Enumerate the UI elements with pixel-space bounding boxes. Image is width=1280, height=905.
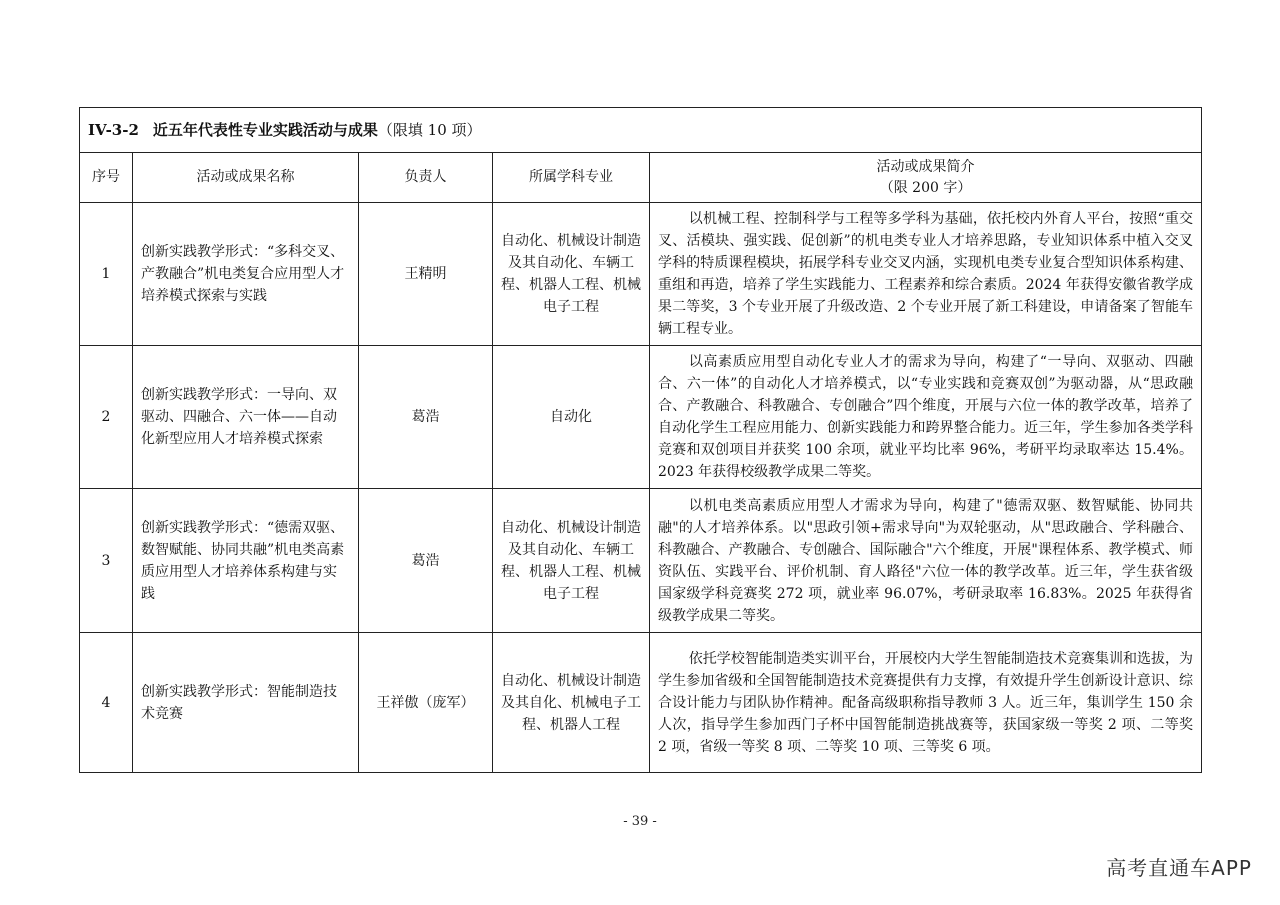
row-name: 创新实践教学形式：“多科交叉、产教融合”机电类复合应用型人才培养模式探索与实践: [133, 203, 359, 346]
row-lead: 葛浩: [359, 346, 493, 489]
row-name: 创新实践教学形式：智能制造技术竞赛: [133, 633, 359, 773]
row-desc-text: 依托学校智能制造类实训平台，开展校内大学生智能制造技术竞赛集训和选拔，为学生参加省级和全国智能制造技术竞赛提供有力支撑，有效提升学生创新设计意识、综合设计能力与团队协作精神。配备高级职称指导教师 3 人。近三年，集训学生 150 余人次，指导学生参加西门子杯中国智能制造挑战赛等，获国家级一等奖 2 项、二等奖 2 项，省级一等奖 8 项、二等奖 10 项、三等奖 6 项。: [658, 650, 1194, 755]
row-major: 自动化、机械设计制造及其自化、机械电子工程、机器人工程: [493, 633, 650, 773]
row-major: 自动化、机械设计制造及其自动化、车辆工程、机器人工程、机械电子工程: [493, 203, 650, 346]
row-name: 创新实践教学形式：一导向、双驱动、四融合、六一体——自动化新型应用人才培养模式探索: [133, 346, 359, 489]
row-desc-text: 以机械工程、控制科学与工程等多学科为基础，依托校内外育人平台，按照“重交叉、活模块、强实践、促创新”的机电类专业人才培养思路，专业知识体系中植入交叉学科的特质课程模块，拓展学科专业交叉内涵，实现机电类专业复合型知识体系构建、重组和再造，培养了学生实践能力、工程素养和综合素质。2024 年获得安徽省教学成果二等奖，3 个专业开展了升级改造、2 个专业开展了新工科建设，申请备案了智能车辆工程专业。: [658, 211, 1194, 337]
row-desc-text: 以机电类高素质应用型人才需求为导向，构建了"德需双驱、数智赋能、协同共融"的人才培养体系。以"思政引领+需求导向"为双轮驱动，从"思政融合、学科融合、科教融合、产教融合、专创融合、国际融合"六个维度，开展"课程体系、教学模式、师资队伍、实践平台、评价机制、育人路径"六位一体的教学改革。近三年，学生获省级国家级学科竞赛奖 272 项，就业率 96.07%，考研录取率 16.83%。2025 年获得省级教学成果二等奖。: [658, 497, 1194, 624]
row-desc: [650, 489, 1202, 633]
row-num: 4: [80, 633, 133, 773]
row-desc: [650, 346, 1202, 489]
row-major: 自动化: [493, 346, 650, 489]
page-number: - 39 -: [623, 814, 657, 829]
header-lead: 负责人: [359, 153, 493, 203]
table-row: [80, 633, 1202, 773]
row-desc: [650, 633, 1202, 773]
row-num: 1: [80, 203, 133, 346]
app-watermark: 高考直通车APP: [1106, 856, 1252, 880]
row-lead: 王精明: [359, 203, 493, 346]
section-title-cell: [80, 108, 1202, 153]
row-num: 3: [80, 489, 133, 633]
header-desc-line2: （限 200 字）: [879, 179, 972, 196]
section-title: 近五年代表性专业实践活动与成果: [152, 121, 378, 139]
row-num: 2: [80, 346, 133, 489]
practice-activities-table: [79, 107, 1202, 773]
row-desc-text: 以高素质应用型自动化专业人才的需求为导向，构建了“一导向、双驱动、四融合、六一体”的自动化人才培养模式，以“专业实践和竞赛双创”为驱动器，从“思政融合、产教融合、科教融合、专创融合”四个维度，开展与六位一体的教学改革，培养了自动化学生工程应用能力、创新实践能力和跨界整合能力。近三年，学生参加各类学科竞赛和双创项目并获奖 100 余项，就业平均比率 96%，考研平均录取率达 15.4%。2023 年获得校级教学成果二等奖。: [658, 354, 1194, 480]
table-row: [80, 346, 1202, 489]
section-code: IV-3-2: [88, 121, 139, 139]
header-num: 序号: [80, 153, 133, 203]
row-major: 自动化、机械设计制造及其自动化、车辆工程、机器人工程、机械电子工程: [493, 489, 650, 633]
header-desc: [650, 153, 1202, 203]
table-row: [80, 489, 1202, 633]
section-note: （限填 10 项）: [377, 121, 482, 139]
header-major: 所属学科专业: [493, 153, 650, 203]
table-row: [80, 203, 1202, 346]
header-name: 活动或成果名称: [133, 153, 359, 203]
section-title-row: [80, 108, 1202, 153]
row-lead: 王祥傲（庞军）: [359, 633, 493, 773]
row-lead: 葛浩: [359, 489, 493, 633]
header-desc-line1: 活动或成果简介: [876, 158, 975, 175]
row-name: 创新实践教学形式：“德需双驱、数智赋能、协同共融”机电类高素质应用型人才培养体系构建与实践: [133, 489, 359, 633]
row-desc: [650, 203, 1202, 346]
header-row: [80, 153, 1202, 203]
